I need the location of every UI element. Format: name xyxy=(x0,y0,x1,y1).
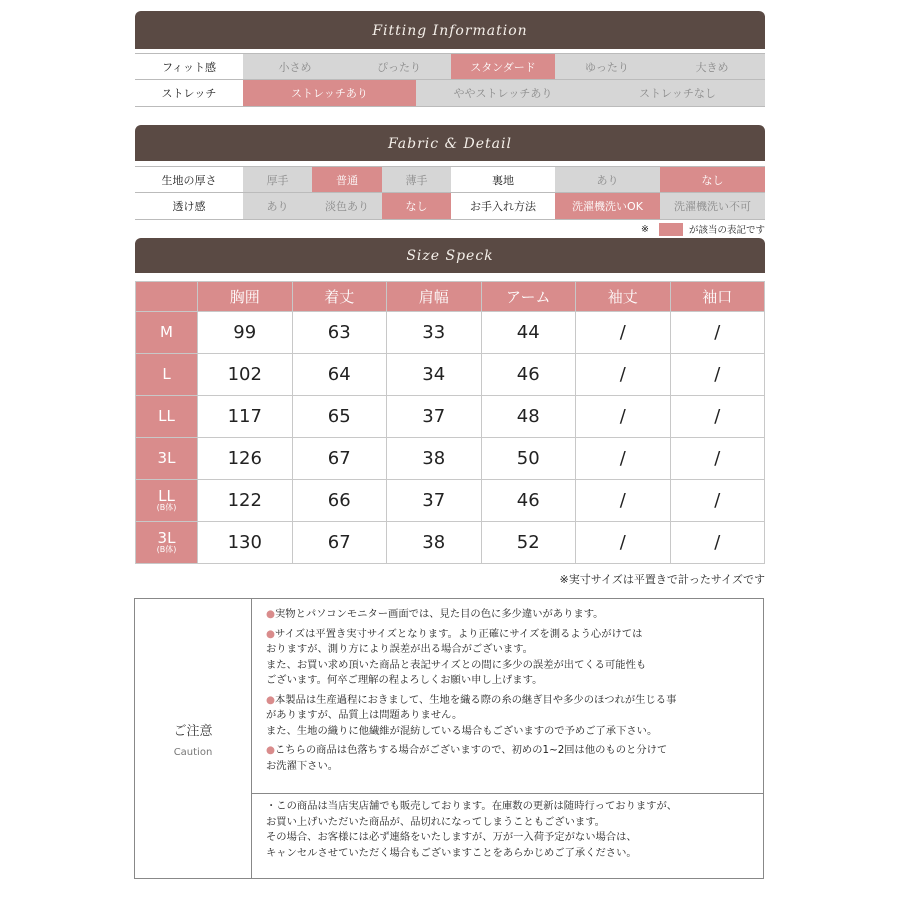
size-value: / xyxy=(670,354,765,396)
size-name: M xyxy=(160,323,173,341)
size-row xyxy=(136,354,765,396)
col-sleeve-length: 袖丈 xyxy=(576,282,671,312)
size-value: 117 xyxy=(198,396,293,438)
bullet-dot-icon: ● xyxy=(266,693,275,706)
size-table-header-row xyxy=(136,282,765,312)
legend-swatch xyxy=(659,223,683,236)
caution-bullet-text: サイズは平置き実寸サイズとなります。より正確にサイズを測るよう心がけては おりますが、測り方により誤差が出る場合がございます。 また、お買い求め頂いた商品と表記サイズとの間に多少の誤差が出てくる可能性も ございます。何卒ご理解の程よろしくお願い申し上げます。 xyxy=(266,627,647,686)
size-value: 50 xyxy=(481,438,576,480)
stretch-option: ややストレッチあり xyxy=(416,80,590,106)
size-value: 33 xyxy=(387,312,482,354)
stretch-option: ストレッチなし xyxy=(590,80,765,106)
size-value: 38 xyxy=(387,438,482,480)
fitting-header: Fitting Information xyxy=(135,11,765,49)
size-value: 37 xyxy=(387,396,482,438)
col-shoulder: 肩幅 xyxy=(387,282,482,312)
lining-label: 裏地 xyxy=(451,167,555,192)
sheer-option: あり xyxy=(243,193,312,219)
size-name: 3L xyxy=(157,449,176,467)
size-label xyxy=(136,438,198,480)
fit-row xyxy=(135,53,765,80)
thickness-label: 生地の厚さ xyxy=(135,167,243,192)
size-value: 63 xyxy=(292,312,387,354)
caution-bullet xyxy=(266,607,753,623)
size-value: 38 xyxy=(387,522,482,564)
size-value: / xyxy=(670,522,765,564)
size-label xyxy=(136,396,198,438)
fit-option-selected: スタンダード xyxy=(451,54,555,79)
size-row xyxy=(136,396,765,438)
caution-subtitle: Caution xyxy=(173,746,213,758)
sheer-option: 淡色あり xyxy=(312,193,382,219)
size-name: LL xyxy=(158,407,175,425)
size-value: 130 xyxy=(198,522,293,564)
caution-bullet-text: こちらの商品は色落ちする場合がございますので、初めの1~2回は他のものと分けて お洗濯下さい。 xyxy=(266,744,668,772)
size-value: / xyxy=(670,438,765,480)
lining-option: あり xyxy=(555,167,660,192)
size-table xyxy=(135,281,765,564)
size-name: LL xyxy=(158,487,175,505)
size-value: 48 xyxy=(481,396,576,438)
size-value: 99 xyxy=(198,312,293,354)
sheer-option-selected: なし xyxy=(382,193,451,219)
fit-option: ゆったり xyxy=(555,54,659,79)
stretch-option-selected: ストレッチあり xyxy=(243,80,416,106)
caution-title: ご注意 xyxy=(173,723,213,739)
caution-content xyxy=(252,599,763,878)
size-value: / xyxy=(576,522,671,564)
size-value: / xyxy=(670,480,765,522)
fit-option: 小さめ xyxy=(243,54,347,79)
size-row xyxy=(136,438,765,480)
stretch-row xyxy=(135,80,765,107)
size-name: 3L xyxy=(157,529,176,547)
legend-text: が該当の表記です xyxy=(688,225,765,236)
size-name: L xyxy=(162,365,171,383)
thickness-row xyxy=(135,166,765,193)
size-header: Size Speck xyxy=(135,238,765,273)
fit-label: フィット感 xyxy=(135,54,243,79)
size-value: / xyxy=(576,396,671,438)
sheer-label: 透け感 xyxy=(135,193,243,219)
fit-option: ぴったり xyxy=(347,54,451,79)
col-length: 着丈 xyxy=(292,282,387,312)
size-value: 46 xyxy=(481,354,576,396)
care-label: お手入れ方法 xyxy=(451,193,555,219)
size-value: / xyxy=(670,396,765,438)
size-value: 66 xyxy=(292,480,387,522)
size-value: 67 xyxy=(292,522,387,564)
caution-bullet xyxy=(266,627,753,689)
bullet-dot-icon: ● xyxy=(266,744,275,756)
legend-note xyxy=(600,222,765,236)
col-cuff: 袖口 xyxy=(670,282,765,312)
size-value: 46 xyxy=(481,480,576,522)
size-row xyxy=(136,312,765,354)
size-value: 102 xyxy=(198,354,293,396)
legend-prefix: ※ xyxy=(641,223,649,235)
thickness-option: 薄手 xyxy=(382,167,451,192)
size-value: 122 xyxy=(198,480,293,522)
size-value: 52 xyxy=(481,522,576,564)
caution-notice xyxy=(252,795,763,861)
notice-text: ・この商品は当店実店舗でも販売しております。在庫数の更新は随時行っておりますが、 お買い上げいただいた商品が、品切れになってしまうこともございます。 その場合、お客様には必ず連絡をいたしますが、万が一入荷予定がない場合は、 キャンセルさせていただく場合もございますことをあらかじめご了承ください。 xyxy=(266,800,678,859)
size-row xyxy=(136,522,765,564)
size-label xyxy=(136,312,198,354)
caution-label-cell xyxy=(135,599,252,878)
bullet-dot-icon: ● xyxy=(266,627,275,640)
size-value: 65 xyxy=(292,396,387,438)
size-row xyxy=(136,480,765,522)
size-label xyxy=(136,354,198,396)
caution-bullet-text: 実物とパソコンモニター画面では、見た目の色に多少違いがあります。 xyxy=(275,608,604,620)
size-value: / xyxy=(670,312,765,354)
care-option-selected: 洗濯機洗いOK xyxy=(555,193,660,219)
col-arm: アーム xyxy=(481,282,576,312)
size-value: 67 xyxy=(292,438,387,480)
size-sub: (B体) xyxy=(156,545,177,554)
size-label xyxy=(136,522,198,564)
care-option: 洗濯機洗い不可 xyxy=(660,193,765,219)
lining-option-selected: なし xyxy=(660,167,765,192)
size-value: 64 xyxy=(292,354,387,396)
stretch-label: ストレッチ xyxy=(135,80,243,106)
bullet-dot-icon: ● xyxy=(266,608,275,620)
thickness-option: 厚手 xyxy=(243,167,312,192)
caution-bullet xyxy=(266,743,753,774)
sheer-row xyxy=(135,193,765,220)
fit-option: 大きめ xyxy=(659,54,765,79)
size-value: 34 xyxy=(387,354,482,396)
thickness-option-selected: 普通 xyxy=(312,167,382,192)
size-value: / xyxy=(576,438,671,480)
size-value: 37 xyxy=(387,480,482,522)
size-label xyxy=(136,480,198,522)
caution-bullets xyxy=(252,599,763,794)
caution-bullet-text: 本製品は生産過程におきまして、生地を織る際の糸の継ぎ目や多少のほつれが生じる事 がありますが、品質上は問題ありません。 また、生地の織りに他繊維が混紡している場合もございますので予めご了承下さい。 xyxy=(266,693,677,737)
caution-box xyxy=(134,598,764,879)
size-corner xyxy=(136,282,198,312)
size-sub: (B体) xyxy=(156,503,177,512)
fabric-header: Fabric & Detail xyxy=(135,125,765,161)
size-value: 44 xyxy=(481,312,576,354)
size-value: 126 xyxy=(198,438,293,480)
size-value: / xyxy=(576,480,671,522)
size-value: / xyxy=(576,354,671,396)
size-value: / xyxy=(576,312,671,354)
size-footnote: ※実寸サイズは平置きで計ったサイズです xyxy=(559,573,765,586)
col-chest: 胸囲 xyxy=(198,282,293,312)
caution-bullet xyxy=(266,693,753,740)
